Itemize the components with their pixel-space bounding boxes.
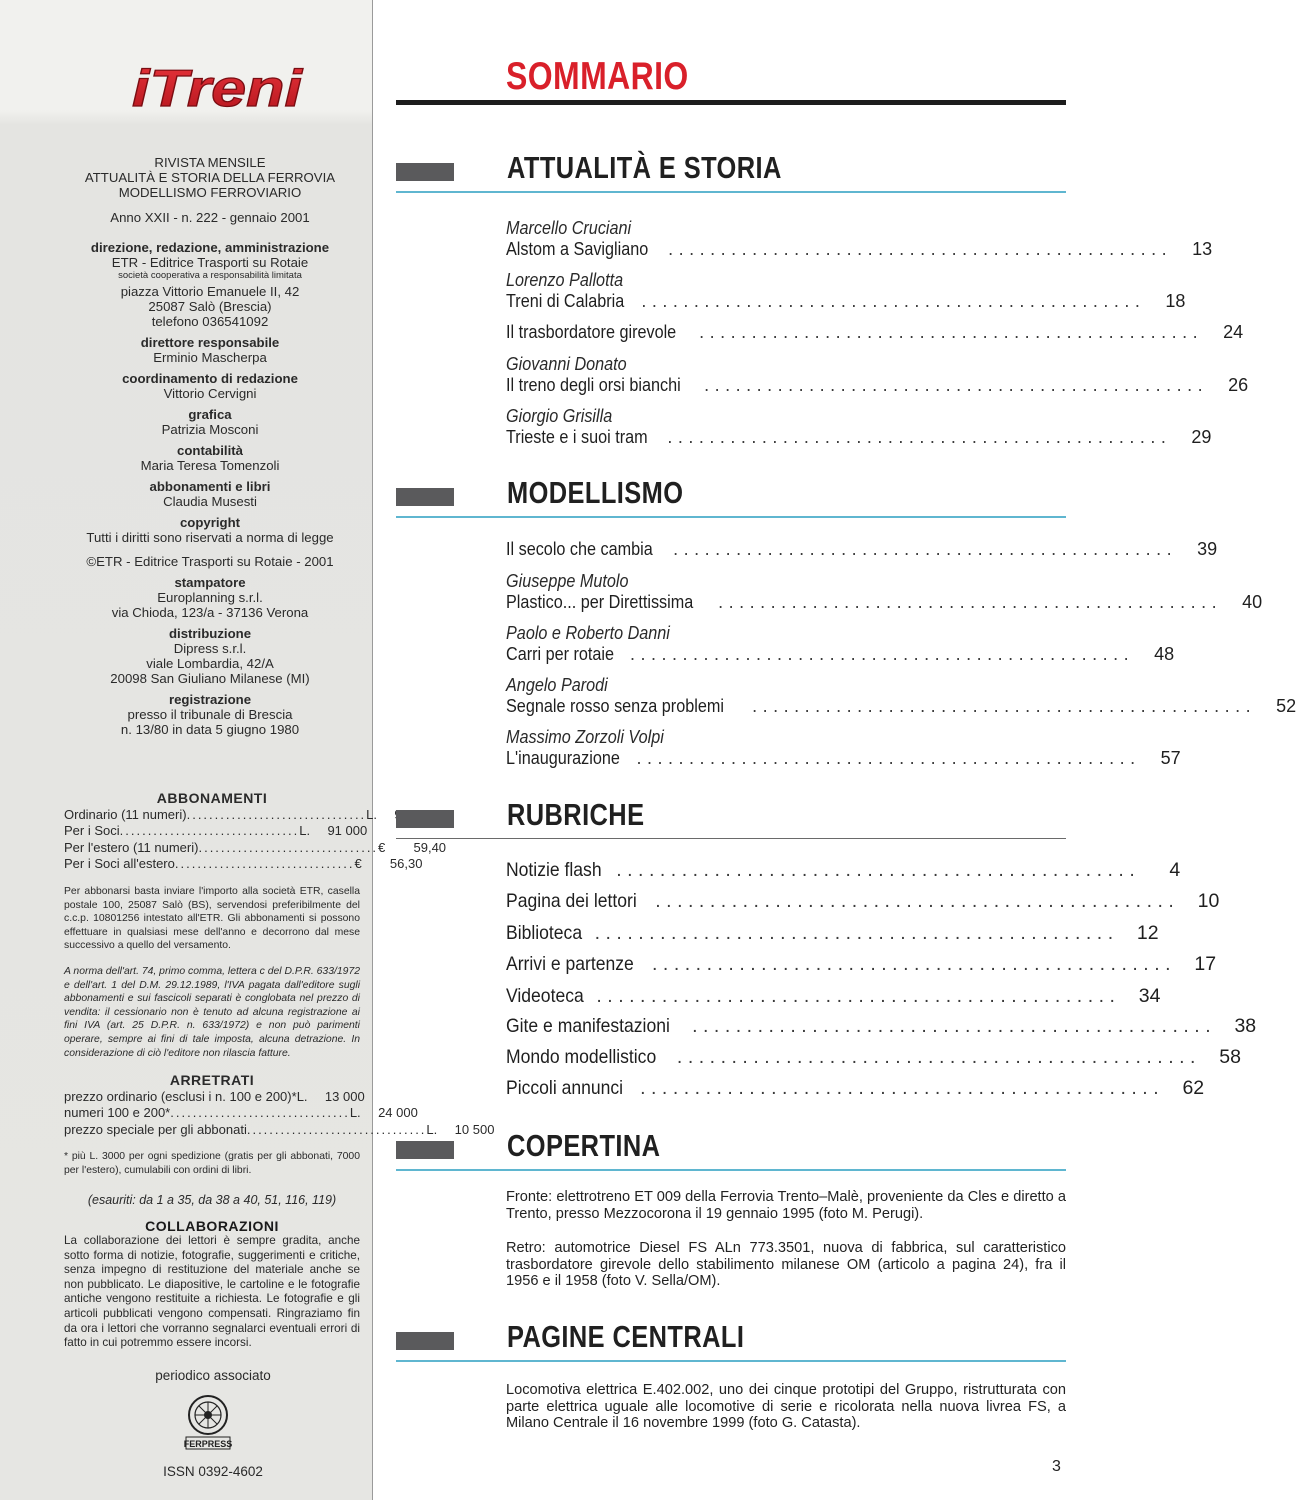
abbonamenti-note: Per abbonarsi basta inviare l'importo alla società ETR, casella postale 100, 25087 Salò (BS), servendosi preferibilmente del c.c.p. 10801256 intestato all'ETR. Gli abbonamenti si possono effettuare in qualsiasi mese dell'anno e decorrono dal mese successivo a quello del versamento. <box>64 886 360 952</box>
masthead-column <box>0 0 495 1500</box>
credit-line: 20098 San Giuliano Milanese (MI) <box>110 671 310 686</box>
credit-heading: grafica <box>188 407 232 422</box>
treni-logo <box>128 60 308 116</box>
toc-entry[interactable]: Piccoli annunci ................................................ 62 <box>506 1077 1205 1099</box>
price-row: Ordinario (11 numeri) ................................ L. <box>64 807 360 824</box>
collaborazioni-title: COLLABORAZIONI <box>145 1218 279 1234</box>
section-title: MODELLISMO <box>507 475 684 510</box>
section-rule <box>396 516 1066 518</box>
page-number: 3 <box>1052 1458 1061 1475</box>
entry-title: Notizie flash <box>506 859 602 881</box>
credit-heading: abbonamenti e libri <box>149 479 271 494</box>
price-label: Ordinario (11 numeri) <box>64 806 187 822</box>
entry-page: 13 <box>1192 239 1213 259</box>
price-currency: L. <box>349 1105 361 1120</box>
price-amount: 56,30 <box>389 856 423 871</box>
entry-author: Lorenzo Pallotta <box>506 270 624 290</box>
credit-line: viale Lombardia, 42/A <box>146 656 274 671</box>
entry-page: 62 <box>1182 1077 1205 1099</box>
credit-heading: distribuzione <box>168 626 252 641</box>
credit-line: 25087 Salò (Brescia) <box>148 299 272 314</box>
price-label: Per i Soci <box>64 823 120 838</box>
masthead-line: RIVISTA MENSILE <box>154 155 266 170</box>
entry-author: Giovanni Donato <box>506 354 627 374</box>
ferpress-seal-icon <box>183 1393 233 1453</box>
arretrati-title: ARRETRATI <box>169 1072 255 1088</box>
credit-heading: coordinamento di redazione <box>122 371 298 386</box>
title-rule <box>396 100 1066 105</box>
section-rule <box>396 1360 1066 1362</box>
credit-line: Dipress s.r.l. <box>173 641 247 656</box>
section-marker <box>396 810 454 828</box>
contents-column <box>372 0 1296 1500</box>
entry-page: 4 <box>1169 859 1181 881</box>
entry-page: 29 <box>1191 427 1212 447</box>
credit-line: Vittorio Cervigni <box>163 386 257 401</box>
credit-line: telefono 036541092 <box>151 314 269 329</box>
entry-author: Massimo Zorzoli Volpi <box>506 727 664 747</box>
section-title: PAGINE CENTRALI <box>507 1319 745 1354</box>
entry-author: Giorgio Grisilla <box>506 406 613 426</box>
toc-entry[interactable]: Gite e manifestazioni ................................................ 38 <box>506 1015 1257 1037</box>
credit-line: ©ETR - Editrice Trasporti su Rotaie - 2001 <box>86 554 334 569</box>
toc-entry[interactable]: Giuseppe Mutolo Plastico... per Direttissima ................................................ 40 <box>506 571 1263 612</box>
toc-entry[interactable]: Biblioteca ................................................ 12 <box>506 922 1159 944</box>
entry-title: Biblioteca <box>506 922 583 944</box>
section-marker <box>396 488 454 506</box>
seal-text: FERPRESS <box>183 1439 233 1449</box>
credit-heading: copyright <box>179 515 241 530</box>
entry-title: Trieste e i suoi tram <box>506 427 648 447</box>
credit-line: n. 13/80 in data 5 giugno 1980 <box>120 722 300 737</box>
toc-entry[interactable]: Il secolo che cambia ................................................ 39 <box>506 539 1218 559</box>
logo-text: iTreni <box>132 60 304 118</box>
entry-title: Segnale rosso senza problemi <box>506 696 724 716</box>
toc-entry[interactable]: Angelo Parodi Segnale rosso senza problemi ................................................ 52 <box>506 675 1296 716</box>
credit-heading: stampatore <box>174 575 246 590</box>
price-amount: 24 000 <box>378 1105 418 1120</box>
issue-line: Anno XXII - n. 222 - gennaio 2001 <box>110 210 310 225</box>
entry-page: 48 <box>1154 644 1175 664</box>
credit-heading: contabilità <box>177 443 243 458</box>
toc-entry[interactable]: Giovanni Donato Il treno degli orsi bianchi ................................................ 26 <box>506 354 1249 395</box>
credit-line: via Chioda, 123/a - 37136 Verona <box>111 605 309 620</box>
credit-line-small: società cooperativa a responsabilità limitata <box>118 270 302 281</box>
price-currency: L. <box>299 823 311 838</box>
price-currency: € <box>378 839 386 855</box>
entry-page: 57 <box>1160 748 1181 768</box>
price-currency: L. <box>296 1088 308 1104</box>
arretrati-prices <box>64 1072 495 1138</box>
entry-title: Alstom a Savigliano <box>506 239 649 259</box>
centerfold-caption: Locomotiva elettrica E.402.002, uno dei cinque prototipi del Gruppo, ristrutturata con parte elettrica uguale alle locomotive di serie e ricolorata nella nuova livrea FS, a Milano Centrale il 16 novembre 1999 (foto G. Catasta). <box>506 1382 1066 1431</box>
credit-line: piazza Vittorio Emanuele II, 42 <box>120 284 300 299</box>
entry-author: Angelo Parodi <box>506 675 608 695</box>
toc-entry[interactable]: Giorgio Grisilla Trieste e i suoi tram ................................................ 29 <box>506 406 1212 447</box>
price-row: Per i Soci ................................ L. 91 000 <box>64 823 368 838</box>
entry-page: 38 <box>1234 1015 1257 1037</box>
masthead-line: ATTUALITÀ E STORIA DELLA FERROVIA <box>84 170 336 185</box>
entry-page: 34 <box>1138 985 1161 1007</box>
entry-page: 12 <box>1136 922 1159 944</box>
section-marker <box>396 163 454 181</box>
credit-line: Tutti i diritti sono riservati a norma di legge <box>86 530 334 545</box>
issn-number: ISSN 0392-4602 <box>163 1464 263 1479</box>
staff-credits <box>60 240 360 737</box>
price-currency: € <box>354 856 362 871</box>
iva-legal-note: A norma dell'art. 74, primo comma, lettera c del D.P.R. 633/1972 e dell'art. 1 del D.M. 29.12.1989, l'IVA pagata dall'editore sugli abbonamenti e sui fascicoli separati è conglobata nel prezzo di vendita: il cessionario non è tenuto ad alcuna registrazione ai fini IVA (art. 25 D.P.R. n. 633/1972) e non può parimenti operare, sempre ai fini di tale imposta, alcuna detrazione. In considerazione di ciò l'editore non rilascia fatture. <box>64 966 360 1059</box>
credit-line: presso il tribunale di Brescia <box>127 707 293 722</box>
section-marker <box>396 1141 454 1159</box>
toc-entry[interactable]: Notizie flash ................................................ 4 <box>506 859 1181 881</box>
entry-title: Il trasbordatore girevole <box>506 322 677 342</box>
entry-author: Paolo e Roberto Danni <box>506 623 670 643</box>
entry-title: Mondo modellistico <box>506 1046 657 1068</box>
entry-title: Gite e manifestazioni <box>506 1015 670 1037</box>
price-label: numeri 100 e 200* <box>64 1105 171 1120</box>
entry-page: 17 <box>1194 953 1217 975</box>
price-row: Per i Soci all'estero ................................ € 56,30 <box>64 856 423 871</box>
page-title: SOMMARIO <box>506 55 689 98</box>
entry-title: Il secolo che cambia <box>506 539 653 559</box>
masthead-text <box>60 155 360 225</box>
entry-title: Plastico... per Direttissima <box>506 592 694 612</box>
section-marker <box>396 1332 454 1350</box>
entry-page: 24 <box>1223 322 1244 342</box>
price-amount: 59,40 <box>413 839 447 855</box>
entry-title: Treni di Calabria <box>506 291 625 311</box>
price-amount: 91 000 <box>327 823 368 838</box>
price-row: Per l'estero (11 numeri) ................................ € 59,40 <box>64 839 447 855</box>
section-rule <box>396 191 1066 193</box>
toc-entry[interactable]: Il trasbordatore girevole ................................................ 24 <box>506 322 1244 342</box>
toc-entry[interactable]: Mondo modellistico ................................................ 58 <box>506 1046 1241 1068</box>
price-currency: L. <box>426 1121 438 1137</box>
esauriti-note: (esauriti: da 1 a 35, da 38 a 40, 51, 116, 119) <box>87 1193 337 1207</box>
entry-page: 52 <box>1276 696 1296 716</box>
toc-entry[interactable]: Arrivi e partenze ................................................ 17 <box>506 953 1217 975</box>
price-amount: 13 000 <box>324 1088 365 1104</box>
toc-entry[interactable]: Lorenzo Pallotta Treni di Calabria ................................................ 18 <box>506 270 1186 311</box>
toc-entry[interactable]: Pagina dei lettori ................................................ 10 <box>506 890 1220 912</box>
entry-title: Piccoli annunci <box>506 1077 624 1099</box>
entry-page: 40 <box>1242 592 1263 612</box>
price-row <box>64 1088 365 1106</box>
entry-page: 26 <box>1228 375 1249 395</box>
entry-title: L'inaugurazione <box>506 748 620 768</box>
credit-heading: direttore responsabile <box>140 335 280 350</box>
credit-line: Claudia Musesti <box>163 494 257 509</box>
price-row: numeri 100 e 200* ................................ L. 24 000 <box>64 1105 418 1120</box>
toc-entry[interactable]: Videoteca ................................................ 34 <box>506 985 1161 1007</box>
credit-line: Maria Teresa Tomenzoli <box>140 458 280 473</box>
price-amount: 10 500 <box>454 1121 495 1137</box>
arretrati-note: * più L. 3000 per ogni spedizione (gratis per gli abbonati, 7000 per l'estero), cumulabili con ordini di libri. <box>64 1151 360 1176</box>
cover-back-caption: Retro: automotrice Diesel FS ALn 773.3501, nuova di fabbrica, sul caratteristico trasbordatore girevole dello stabilimento milanese OM (articolo a pagina 24), fra il 1956 e il 1958 (foto V. Sella/OM). <box>506 1240 1066 1289</box>
entry-page: 18 <box>1165 291 1186 311</box>
toc-entry[interactable]: Marcello Cruciani Alstom a Savigliano ................................................ 13 <box>506 218 1213 259</box>
entry-author: Giuseppe Mutolo <box>506 571 629 591</box>
section-title: COPERTINA <box>507 1128 661 1163</box>
section-title: RUBRICHE <box>507 797 645 832</box>
collaborazioni-section <box>64 1218 360 1351</box>
price-label: Per i Soci all'estero <box>64 856 175 871</box>
entry-author: Marcello Cruciani <box>506 218 632 238</box>
price-label: prezzo ordinario (esclusi i n. 100 e 200)* <box>64 1088 297 1104</box>
credit-line: Patrizia Mosconi <box>161 422 259 437</box>
cover-front-caption: Fronte: elettrotreno ET 009 della Ferrovia Trento–Malè, proveniente da Cles e diretto a Trento, presso Mezzocorona il 19 gennaio 1995 (foto M. Perugi). <box>506 1189 1066 1222</box>
entry-title: Pagina dei lettori <box>506 890 637 912</box>
price-row: prezzo speciale per gli abbonati ................................ L. 10 500 <box>64 1121 495 1137</box>
abbonamenti-title: ABBONAMENTI <box>156 790 268 806</box>
price-label: Per l'estero (11 numeri) <box>64 839 199 855</box>
credit-line: ETR - Editrice Trasporti su Rotaie <box>111 255 309 270</box>
price-currency: L. <box>366 806 378 822</box>
credit-line: Erminio Mascherpa <box>153 350 267 365</box>
entry-page: 58 <box>1219 1046 1241 1068</box>
credit-heading: direzione, redazione, amministrazione <box>90 240 330 255</box>
price-label: prezzo speciale per gli abbonati <box>64 1121 247 1137</box>
section-title: ATTUALITÀ E STORIA <box>507 150 782 185</box>
credit-heading: registrazione <box>168 692 252 707</box>
entry-title: Il treno degli orsi bianchi <box>506 375 681 395</box>
abbonamenti-prices <box>64 790 447 873</box>
toc-entry[interactable]: Massimo Zorzoli Volpi L'inaugurazione ................................................ 57 <box>506 727 1181 768</box>
entry-title: Carri per rotaie <box>506 644 615 664</box>
section-rule <box>396 1169 1066 1171</box>
entry-page: 39 <box>1197 539 1218 559</box>
entry-page: 10 <box>1197 890 1220 912</box>
periodico-associato: periodico associato <box>155 1368 271 1383</box>
entry-title: Arrivi e partenze <box>506 953 634 975</box>
credit-line: Europlanning s.r.l. <box>157 590 263 605</box>
collaborazioni-text: La collaborazione dei lettori è sempre gradita, anche sotto forma di notizie, fotografie, suggerimenti e critiche, senza impegno di restituzione del materiale anche se non pubblicato. Le diapositive, le cartoline e le fotografie antiche vengono restituite a richiesta. Le fotografie e gli articoli pubblicati vengono compensati. Ringraziamo fin da ora i lettori che vorranno segnalarci eventuali errori di fatto in cui potremmo essere incorsi. <box>64 1234 360 1350</box>
masthead-line: MODELLISMO FERROVIARIO <box>118 185 302 200</box>
entry-title: Videoteca <box>506 985 584 1007</box>
section-rule <box>396 838 1066 839</box>
toc-entry[interactable]: Paolo e Roberto Danni Carri per rotaie ................................................ 48 <box>506 623 1175 664</box>
